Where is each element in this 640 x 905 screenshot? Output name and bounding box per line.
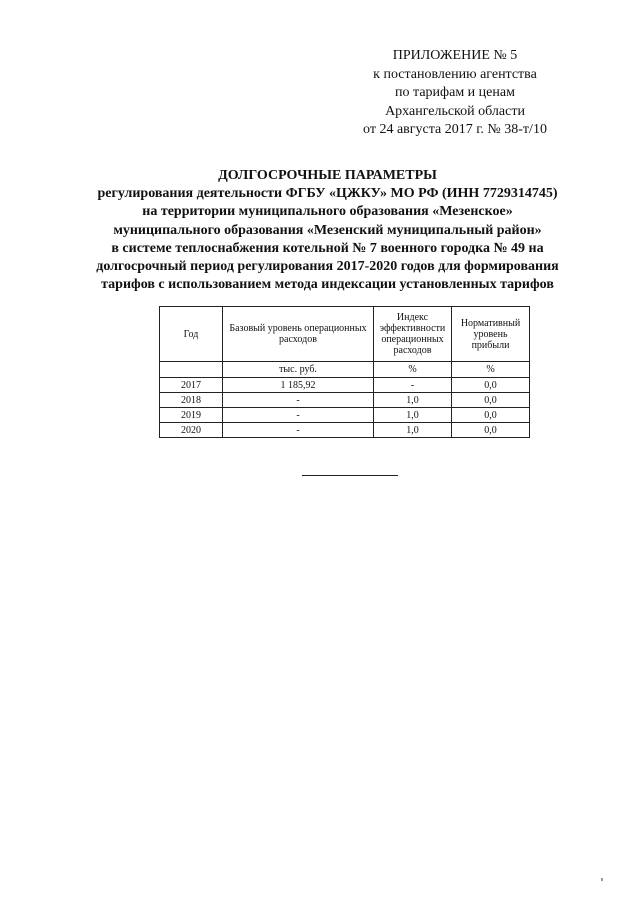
parameters-table <box>159 306 530 438</box>
appendix-header <box>330 47 580 140</box>
table-header-row <box>160 307 530 362</box>
cell-year: 2017 <box>160 378 223 393</box>
header-year: Год <box>160 307 223 362</box>
cell-profit: 0,0 <box>452 408 530 423</box>
title-line-7: тарифов с использованием метода индексации установленных тарифов <box>101 277 554 293</box>
cell-year: 2020 <box>160 423 223 438</box>
appendix-number: ПРИЛОЖЕНИЕ № 5 <box>392 48 518 63</box>
table-row <box>160 423 530 438</box>
title-line-2: регулирования деятельности ФГБУ «ЦЖКУ» МО РФ (ИНН 7729314745) <box>97 186 558 202</box>
cell-index: 1,0 <box>374 423 452 438</box>
table-units-row <box>160 362 530 378</box>
title-line-5: в системе теплоснабжения котельной № 7 военного городка № 49 на <box>111 240 544 256</box>
cell-index: 1,0 <box>374 393 452 408</box>
title-line-4: муниципального образования «Мезенский муниципальный район» <box>113 222 542 238</box>
appendix-date: от 24 августа 2017 г. № 38-т/10 <box>363 122 547 137</box>
cell-index: 1,0 <box>374 408 452 423</box>
header-profit-level: Нормативный уровень прибыли <box>452 307 530 362</box>
appendix-agency: по тарифам и ценам <box>395 85 515 100</box>
document-title <box>40 167 615 294</box>
table-row <box>160 378 530 393</box>
header-base-opex: Базовый уровень операционных расходов <box>223 307 374 362</box>
table-row <box>160 393 530 408</box>
cell-profit: 0,0 <box>452 378 530 393</box>
title-line-1: ДОЛГОСРОЧНЫЕ ПАРАМЕТРЫ <box>218 168 437 183</box>
cell-base: - <box>223 393 374 408</box>
cell-profit: 0,0 <box>452 393 530 408</box>
unit-base: тыс. руб. <box>223 362 374 378</box>
cell-index: - <box>374 378 452 393</box>
cell-year: 2019 <box>160 408 223 423</box>
header-efficiency-index: Индекс эффективности операционных расходов <box>374 307 452 362</box>
unit-year-empty <box>160 362 223 378</box>
appendix-resolution-ref: к постановлению агентства <box>373 66 537 82</box>
scan-speck <box>601 878 603 881</box>
title-line-3: на территории муниципального образования «Мезенское» <box>142 204 513 220</box>
table-row <box>160 408 530 423</box>
unit-index: % <box>374 362 452 378</box>
cell-base: - <box>223 423 374 438</box>
closing-divider <box>302 475 398 476</box>
appendix-region: Архангельской области <box>385 103 525 119</box>
cell-profit: 0,0 <box>452 423 530 438</box>
unit-profit: % <box>452 362 530 378</box>
cell-base: 1 185,92 <box>223 378 374 393</box>
cell-year: 2018 <box>160 393 223 408</box>
cell-base: - <box>223 408 374 423</box>
title-line-6: долгосрочный период регулирования 2017-2020 годов для формирования <box>96 259 559 275</box>
